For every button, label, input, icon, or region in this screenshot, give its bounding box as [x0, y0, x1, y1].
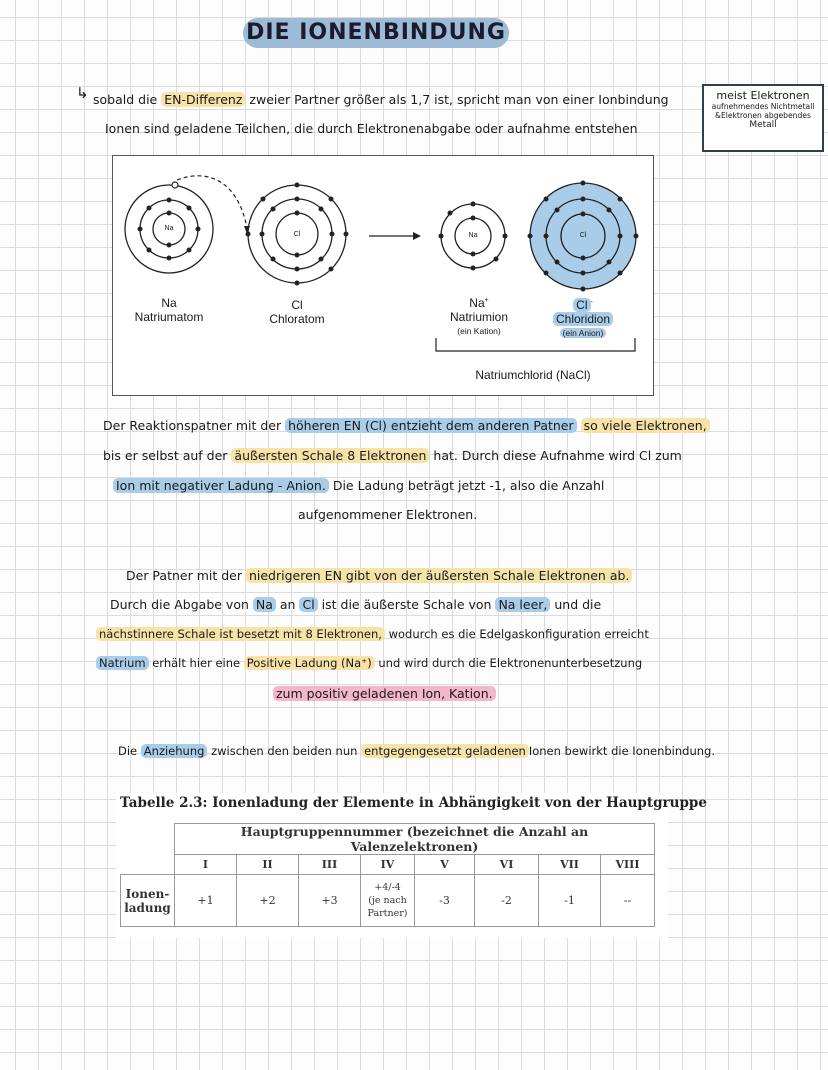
intro-text: sobald die: [93, 92, 158, 107]
cl-caption: [247, 298, 347, 326]
note-box: [702, 84, 824, 152]
text: und wird durch die Elektronenunterbesetzung: [378, 656, 643, 670]
caption-symbol: Cl: [291, 298, 303, 312]
text: Ionen bewirkt die Ionenbindung.: [528, 744, 715, 758]
charge-cell: -3: [415, 875, 475, 927]
highlight-text: Na leer,: [495, 597, 550, 612]
table-corner: [121, 824, 175, 875]
intro-line-2: Ionen sind geladene Teilchen, die durch Elektronenabgabe oder aufnahme entstehen: [105, 121, 638, 136]
intro-text: zweier Partner größer als 1,7 ist, spricht man von einer Ionbindung: [249, 92, 669, 107]
caption-name: Chloratom: [269, 312, 325, 326]
intro-line-1: [93, 92, 669, 107]
para2-line3: [96, 627, 649, 641]
para2-line4: [96, 656, 642, 670]
highlight-text: höheren EN (Cl) entzieht dem anderen Patner: [285, 418, 577, 433]
charge-cell: -1: [539, 875, 601, 927]
caption-symbol: Na: [161, 296, 177, 310]
table-header-row: [121, 855, 655, 875]
highlight-text: EN-Differenz: [161, 92, 245, 107]
caption-symbol: Na: [469, 296, 485, 310]
charge-cell: +1: [175, 875, 237, 927]
highlight-text: nächstinnere Schale ist besetzt mit 8 Elektronen,: [96, 627, 385, 641]
cl-ion-caption: [533, 296, 633, 340]
group-header: VIII: [601, 855, 655, 875]
charge-cell: +3: [299, 875, 361, 927]
table-header: Hauptgruppennummer (bezeichnet die Anzahl an Valenzelektronen): [175, 824, 655, 855]
highlight-text: so viele Elektronen,: [581, 418, 710, 433]
text: wodurch es die Edelgaskonfiguration erreicht: [388, 627, 649, 641]
cl-nucleus-label: Cl: [293, 231, 301, 238]
ion-charge-table-section: [116, 793, 707, 938]
text: erhält hier eine: [152, 656, 241, 670]
text: Die Ladung beträgt jetzt -1, also die Anzahl: [332, 478, 605, 493]
ion-charge-table: [120, 823, 655, 927]
charge-cell: +4/-4 (je nach Partner): [361, 875, 415, 927]
row-label: Ionen- ladung: [121, 875, 175, 927]
text: hat. Durch diese Aufnahme wird Cl zum: [433, 448, 682, 463]
caption-charge: +: [484, 297, 489, 304]
highlight-text: zum positiv geladenen Ion, Kation.: [273, 686, 496, 701]
highlight-text: niedrigeren EN gibt von der äußersten Schale Elektronen ab.: [246, 568, 632, 583]
highlight-text: Ion mit negativer Ladung - Anion.: [113, 478, 329, 493]
text: Der Patner mit der: [126, 568, 242, 583]
highlight-text: äußersten Schale 8 Elektronen: [231, 448, 429, 463]
para2-line2: [110, 597, 601, 612]
caption-symbol: Cl: [573, 298, 590, 312]
table-row: [121, 875, 655, 927]
caption-sub: (ein Anion): [560, 328, 607, 338]
na-ion-caption: [429, 294, 529, 338]
para2-line1: [126, 568, 632, 583]
caption-name: Natriumatom: [134, 310, 204, 324]
highlight-text: entgegengesetzt geladenen: [361, 744, 529, 758]
group-header: II: [237, 855, 299, 875]
para3-line: [118, 744, 715, 758]
group-header: III: [299, 855, 361, 875]
group-header: VI: [475, 855, 539, 875]
charge-cell: --: [601, 875, 655, 927]
caption-sub: (ein Kation): [457, 326, 501, 336]
page-title: DIE IONENBINDUNG: [243, 18, 509, 48]
caption-name: Natriumion: [449, 310, 509, 324]
text: an: [279, 597, 296, 612]
note-line: &Elektronen abgebendes: [715, 111, 811, 120]
note-line: meist Elektronen: [716, 89, 810, 102]
para2-line5: [273, 686, 496, 701]
caption-charge: -: [590, 299, 593, 306]
group-header: VII: [539, 855, 601, 875]
para1-line2: [103, 448, 682, 463]
highlight-text: Anziehung: [141, 744, 208, 758]
highlight-text: Cl: [299, 597, 317, 612]
highlight-text: Na: [253, 597, 276, 612]
text: und die: [554, 597, 602, 612]
text: Der Reaktionspatner mit der: [103, 418, 282, 433]
atom-diagram: [113, 156, 653, 395]
charge-cell: +2: [237, 875, 299, 927]
ion-formation-diagram: [112, 155, 654, 396]
para1-line4: aufgenommener Elektronen.: [298, 507, 478, 522]
note-line: Metall: [749, 120, 777, 130]
text: zwischen den beiden nun: [211, 744, 358, 758]
cl-ion-nucleus-label: Cl: [579, 232, 587, 239]
group-header: IV: [361, 855, 415, 875]
caption-name: Chloridion: [553, 312, 613, 326]
para1-line3: [113, 478, 604, 493]
highlight-text: Positive Ladung (Na⁺): [244, 656, 375, 670]
highlight-text: Natrium: [96, 656, 149, 670]
text: Die: [118, 744, 138, 758]
text: bis er selbst auf der: [103, 448, 228, 463]
text: ist die äußerste Schale von: [321, 597, 492, 612]
na-ion-nucleus-label: Na: [468, 232, 478, 239]
text: Durch die Abgabe von: [110, 597, 249, 612]
group-header: I: [175, 855, 237, 875]
group-header: V: [415, 855, 475, 875]
na-caption: [119, 296, 219, 324]
para1-line1: [103, 418, 710, 433]
compound-caption: Natriumchlorid (NaCl): [475, 368, 591, 382]
arrow-icon: ↳: [76, 84, 89, 102]
charge-cell: -2: [475, 875, 539, 927]
na-nucleus-label: Na: [164, 225, 174, 232]
note-line: aufnehmendes Nichtmetall: [711, 102, 815, 111]
table-title: Tabelle 2.3: Ionenladung der Elemente in Abhängigkeit von der Hauptgruppe: [120, 795, 707, 811]
